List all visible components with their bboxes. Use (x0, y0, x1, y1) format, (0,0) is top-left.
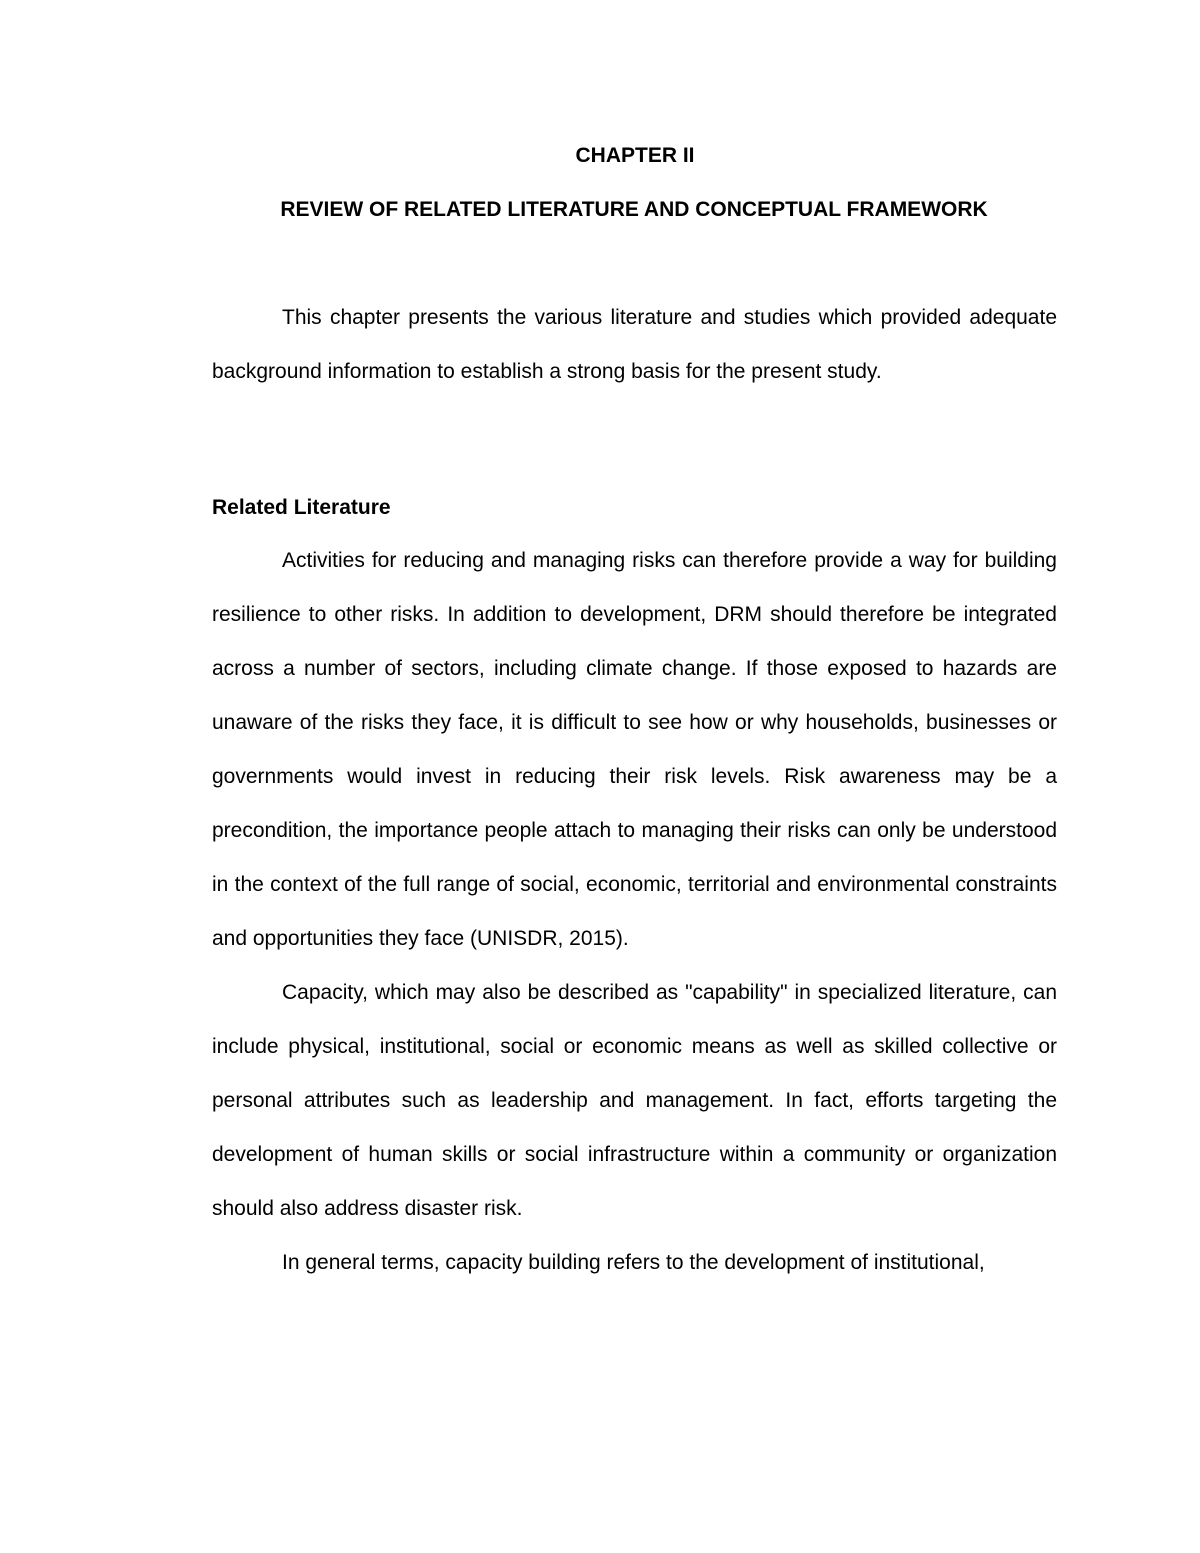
section-heading: Related Literature (212, 496, 391, 519)
chapter-subtitle: REVIEW OF RELATED LITERATURE AND CONCEPTUAL FRAMEWORK (280, 198, 988, 221)
body-paragraph: Capacity, which may also be described as "capability" in specialized literature, can include physical, institutional, social or economic means as well as skilled collective or personal attributes such as leadership and management. In fact, efforts targeting the development of human skills or social infrastructure within a community or organization should also address disaster risk. (212, 981, 1057, 1220)
body-text (212, 534, 1057, 1290)
body-paragraph: In general terms, capacity building refers to the development of institutional, (282, 1251, 985, 1274)
chapter-title: CHAPTER II (575, 144, 695, 167)
body-paragraph: Activities for reducing and managing risks can therefore provide a way for building resilience to other risks. In addition to development, DRM should therefore be integrated across a number of sectors, including climate change. If those exposed to hazards are unaware of the risks they face, it is difficult to see how or why households, businesses or governments would invest in reducing their risk levels. Risk awareness may be a precondition, the importance people attach to managing their risks can only be understood in the context of the full range of social, economic, territorial and environmental constraints and opportunities they face (UNISDR, 2015). (212, 549, 1057, 950)
intro-section (212, 291, 1057, 399)
intro-paragraph: This chapter presents the various literature and studies which provided adequate background information to establish a strong basis for the present study. (212, 306, 1057, 383)
